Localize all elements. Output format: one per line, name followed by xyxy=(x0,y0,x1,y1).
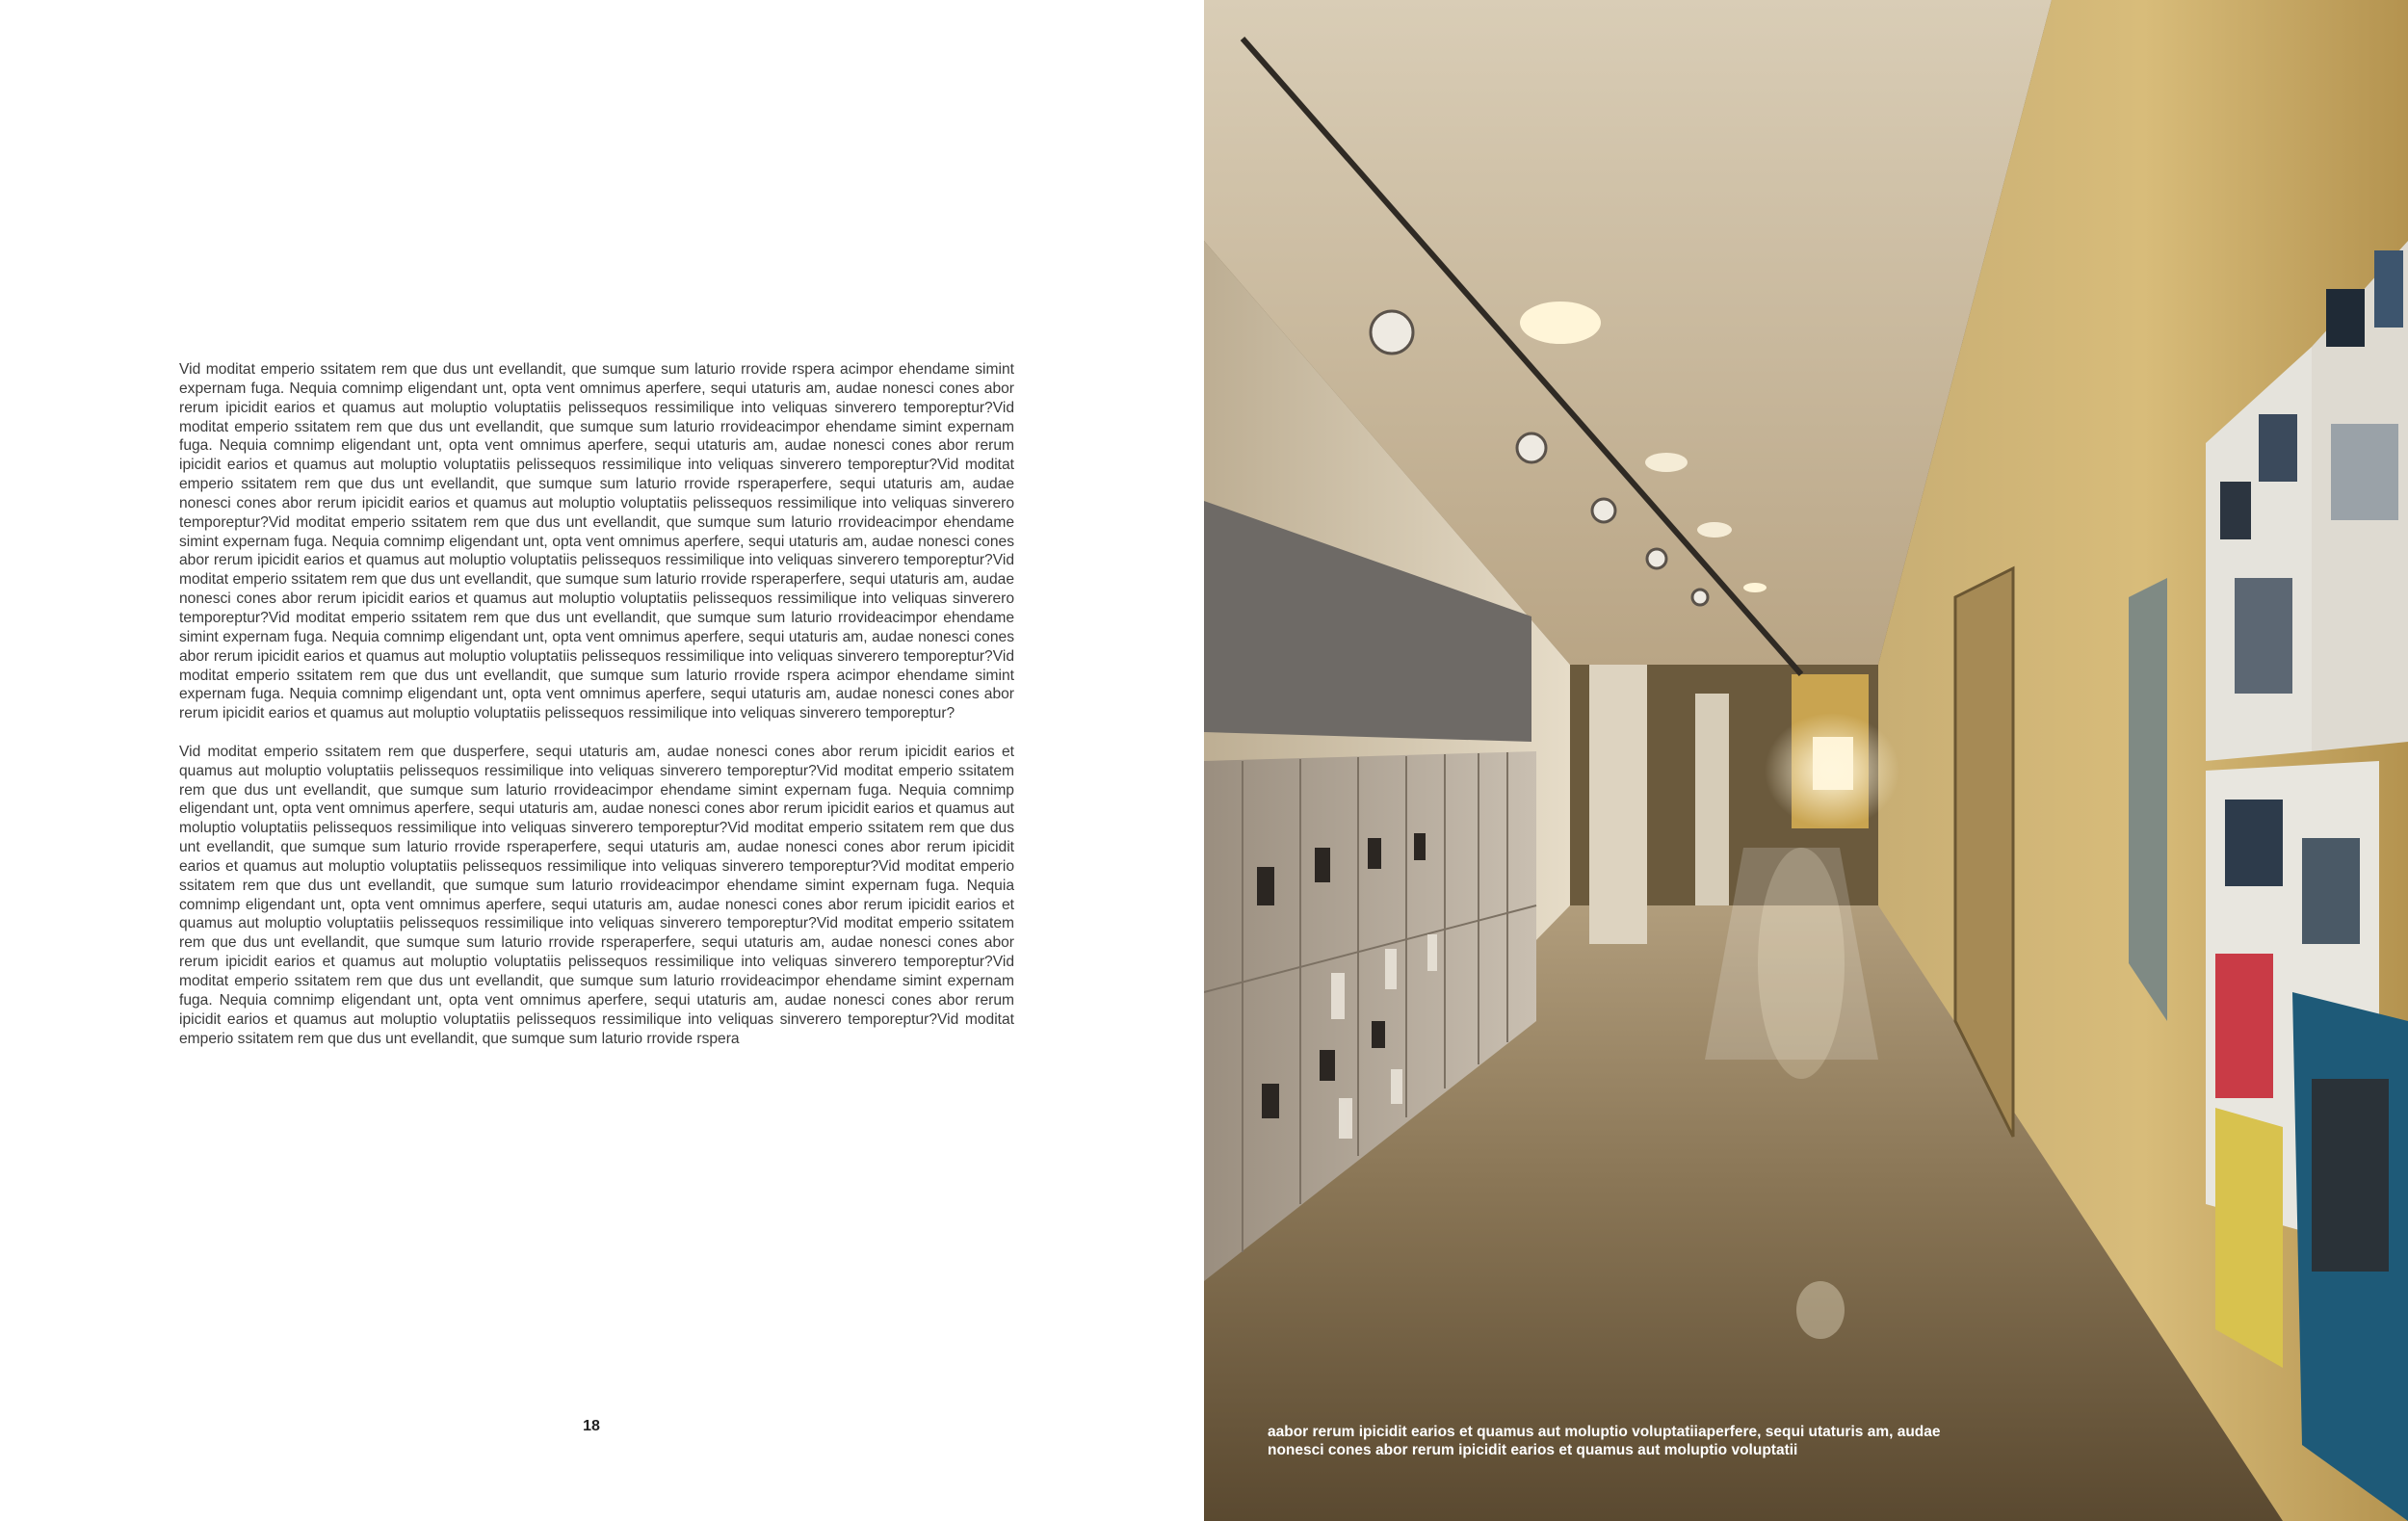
body-text xyxy=(179,360,1014,1067)
paragraph-2: Vid moditat emperio ssitatem rem que dusperfere, sequi utaturis am, audae nonesci cones abor rerum ipicidit earios et quamus aut moluptio voluptatiis pelissequos ressimilique into veliquas sinverero temporeptur?Vid moditat emperio ssitatem rem que dus unt evellandit, que sumque sum laturio rrovideacimpor ehendame simint expernam fuga. Nequia comnimp eligendant unt, opta vent omnimus aperfere, sequi utaturis am, audae nonesci cones abor rerum ipicidit earios et quamus aut moluptio voluptatiis pelissequos ressimilique into veliquas sinverero temporeptur?Vid moditat emperio ssitatem rem que dus unt evellandit, que sumque sum laturio rrovide rsperaperfere, sequi utaturis am, audae nonesci cones abor rerum ipicidit earios et quamus aut moluptio voluptatiis pelissequos ressimilique into veliquas sinverero temporeptur?Vid moditat emperio ssitatem rem que dus unt evellandit, que sumque sum laturio rrovideacimpor ehendame simint expernam fuga. Nequia comnimp eligendant unt, opta vent omnimus aperfere, sequi utaturis am, audae nonesci cones abor rerum ipicidit earios et quamus aut moluptio voluptatiis pelissequos ressimilique into veliquas sinverero temporeptur?Vid moditat emperio ssitatem rem que dus unt evellandit, que sumque sum laturio rrovide rsperaperfere, sequi utaturis am, audae nonesci cones abor rerum ipicidit earios et quamus aut moluptio voluptatiis pelissequos ressimilique into veliquas sinverero temporeptur?Vid moditat emperio ssitatem rem que dus unt evellandit, que sumque sum laturio rrovideacimpor ehendame simint expernam fuga. Nequia comnimp eligendant unt, opta vent omnimus aperfere, sequi utaturis am, audae nonesci cones abor rerum ipicidit earios et quamus aut moluptio voluptatiis pelissequos ressimilique into veliquas sinverero temporeptur?Vid moditat emperio ssitatem rem que dus unt evellandit, que sumque sum laturio rrovide rspera xyxy=(179,743,1014,1047)
paragraph-1: Vid moditat emperio ssitatem rem que dus unt evellandit, que sumque sum laturio rrovide rspera acimpor ehendame simint expernam fuga. Nequia comnimp eligendant unt, opta vent omnimus aperfere, sequi utaturis am, audae nonesci cones abor rerum ipicidit earios et quamus aut moluptio voluptatiis pelissequos ressimilique into veliquas sinverero temporeptur?Vid moditat emperio ssitatem rem que dus unt evellandit, que sumque sum laturio rrovideacimpor ehendame simint expernam fuga. Nequia comnimp eligendant unt, opta vent omnimus aperfere, sequi utaturis am, audae nonesci cones abor rerum ipicidit earios et quamus aut moluptio voluptatiis pelissequos ressimilique into veliquas sinverero temporeptur?Vid moditat emperio ssitatem rem que dus unt evellandit, que sumque sum laturio rrovide rsperaperfere, sequi utaturis am, audae nonesci cones abor rerum ipicidit earios et quamus aut moluptio voluptatiis pelissequos ressimilique into veliquas sinverero temporeptur?Vid moditat emperio ssitatem rem que dus unt evellandit, que sumque sum laturio rrovideacimpor ehendame simint expernam fuga. Nequia comnimp eligendant unt, opta vent omnimus aperfere, sequi utaturis am, audae nonesci cones abor rerum ipicidit earios et quamus aut moluptio voluptatiis pelissequos ressimilique into veliquas sinverero temporeptur?Vid moditat emperio ssitatem rem que dus unt evellandit, que sumque sum laturio rrovide rsperaperfere, sequi utaturis am, audae nonesci cones abor rerum ipicidit earios et quamus aut moluptio voluptatiis pelissequos ressimilique into veliquas sinverero temporeptur?Vid moditat emperio ssitatem rem que dus unt evellandit, que sumque sum laturio rrovideacimpor ehendame simint expernam fuga. Nequia comnimp eligendant unt, opta vent omnimus aperfere, sequi utaturis am, audae nonesci cones abor rerum ipicidit earios et quamus aut moluptio voluptatiis pelissequos ressimilique into veliquas sinverero temporeptur?Vid moditat emperio ssitatem rem que dus unt evellandit, que sumque sum laturio rrovide rspera acimpor ehendame simint expernam fuga. Nequia comnimp eligendant unt, opta vent omnimus aperfere, sequi utaturis am, audae nonesci cones abor rerum ipicidit earios et quamus aut moluptio voluptatiis pelissequos ressimilique into veliquas sinverero temporeptur? xyxy=(179,361,1014,722)
hallway-with-lockers-icon xyxy=(1204,0,2408,1521)
photo-caption: aabor rerum ipicidit earios et quamus aut moluptio voluptatiiaperfere, sequi utaturis am, audae nonesci cones abor rerum ipicidit earios et quamus aut moluptio voluptatii xyxy=(1268,1424,1941,1458)
right-page xyxy=(1204,0,2408,1521)
page-number: 18 xyxy=(583,1418,600,1434)
